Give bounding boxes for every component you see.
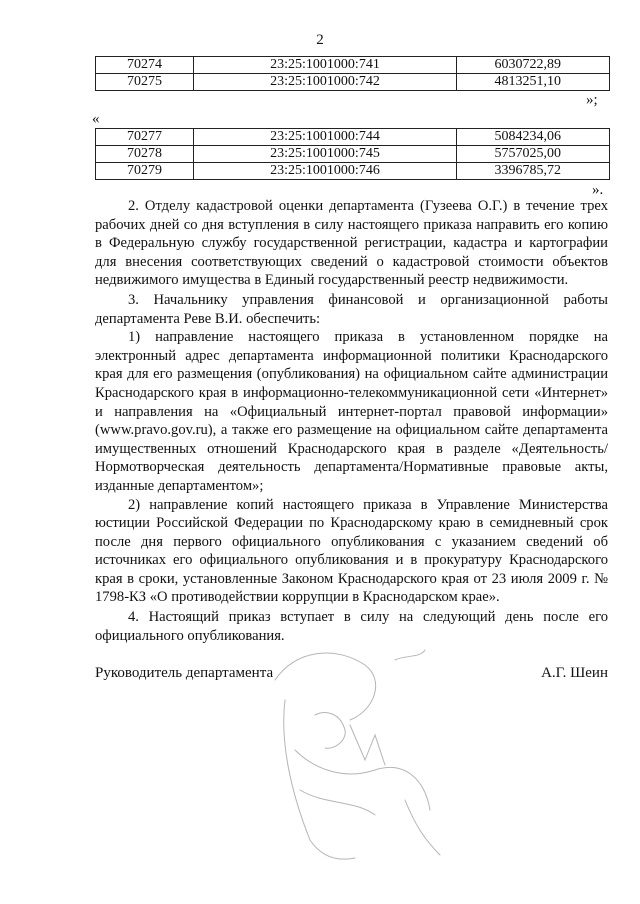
signatory-position: Руководитель департамента — [95, 665, 274, 681]
paragraph-3-item-2: 2) направление копий настоящего приказа в Управление Министерства юстиции Российской Федерации по Краснодарскому краю в семидневный срок после дня первого официального опубликования с указанием сведений об источниках его официального опубликования и в прокуратуру Краснодарского края в сроки, установленные Законом Краснодарского края от 23 июля 2009 г. № 1798-КЗ «О противодействии коррупции в Краснодарском крае». — [95, 496, 608, 606]
handwritten-signature — [255, 640, 455, 870]
paragraph-4: 4. Настоящий приказ вступает в силу на следующий день после его официального опубликования. — [95, 609, 608, 644]
body-text — [95, 197, 608, 645]
table-row — [96, 163, 610, 180]
paragraph-2: 2. Отделу кадастровой оценки департамента (Гузеева О.Г.) в течение трех рабочих дней со дня вступления в силу настоящего приказа направить его копию в Федеральную службу государственной регистрации, кадастра и картографии для внесения соответствующих сведений о кадастровой стоимости объектов недвижимого имущества в Единый государственный реестр недвижимости. — [95, 198, 608, 289]
table-row — [96, 57, 610, 74]
signatory-name: А.Г. Шеин — [541, 665, 608, 681]
paragraph-3-item-1: 1) направление настоящего приказа в установленном порядке на электронный адрес департамента информационной политики Краснодарского края для его размещения (опубликования) на официальном сайте администрации Краснодарского края в информационно-телекоммуникационной сети «Интернет» и направления на «Официальный интернет-портал правовой информации» (www.pravo.gov.ru), а также его размещение на официальном сайте департамента имущественных отношений Краснодарского края в разделе «Деятельность/Нормотворческая деятельность департамента/Нормативные правовые акты, изданные департаментом»; — [95, 329, 608, 494]
cadastral-number-cell: 23:25:1001000:745 — [194, 146, 457, 163]
page-number: 2 — [316, 32, 324, 48]
cadastral-number-cell: 23:25:1001000:746 — [194, 163, 457, 180]
record-number-cell: 70278 — [96, 146, 194, 163]
opening-quote-2: « — [92, 111, 100, 127]
table-row — [96, 74, 610, 91]
cadastral-value-cell: 3396785,72 — [457, 163, 610, 180]
cadastral-number-cell: 23:25:1001000:742 — [194, 74, 457, 91]
record-number-cell: 70275 — [96, 74, 194, 91]
closing-quote-2: ». — [592, 182, 604, 198]
closing-quote-1: »; — [586, 92, 598, 108]
cadastral-table-1 — [95, 56, 610, 91]
cadastral-value-cell: 6030722,89 — [457, 57, 610, 74]
cadastral-value-cell: 5084234,06 — [457, 129, 610, 146]
record-number-cell: 70277 — [96, 129, 194, 146]
table-row — [96, 146, 610, 163]
cadastral-value-cell: 4813251,10 — [457, 74, 610, 91]
cadastral-number-cell: 23:25:1001000:744 — [194, 129, 457, 146]
cadastral-value-cell: 5757025,00 — [457, 146, 610, 163]
paragraph-3: 3. Начальнику управления финансовой и организационной работы департамента Реве В.И. обеспечить: — [95, 291, 608, 327]
cadastral-number-cell: 23:25:1001000:741 — [194, 57, 457, 74]
table-row — [96, 129, 610, 146]
record-number-cell: 70279 — [96, 163, 194, 180]
cadastral-table-2 — [95, 128, 610, 180]
record-number-cell: 70274 — [96, 57, 194, 74]
